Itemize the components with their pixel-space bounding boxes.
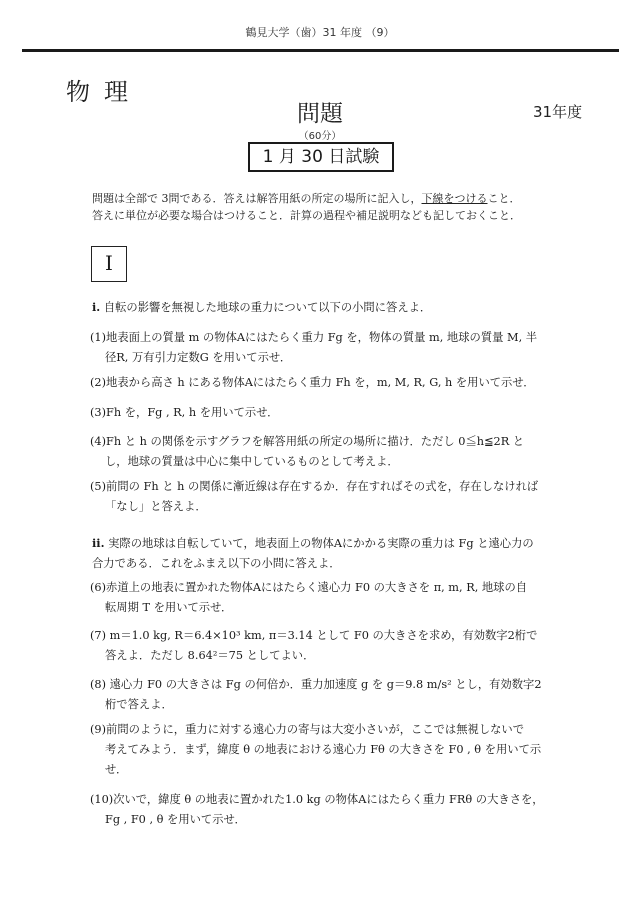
part-ii-heading [92,533,554,574]
question-3 [90,403,556,423]
part-text-cont: 合力である．これをふまえ以下の小問に答えよ． [92,557,341,570]
question-9 [90,720,556,780]
question-number: (2) [90,376,107,389]
question-1 [90,328,556,368]
question-number: (5) [90,480,107,493]
exam-year: 31年度 [533,103,583,121]
question-4 [90,432,556,472]
instructions-line-2: 答えに単位が必要な場合はつけること．計算の過程や補足説明なども記しておくこと． [92,209,521,222]
question-7 [90,626,556,666]
part-label: ii. [92,536,105,550]
question-text: 前問のように，重力に対する遠心力の寄与は大変小さいが，ここでは無視しないで [106,723,525,736]
question-text-cont: 転周期 T を用いて示せ． [105,601,233,614]
question-number: (1) [90,331,107,344]
question-text-cont: せ． [105,763,128,776]
header-rule [22,49,619,52]
question-number: (8) [90,678,107,691]
question-10 [90,790,556,830]
part-i-heading [92,297,554,318]
running-header: 鶴見大学（歯）31 年度 （9） [245,26,395,39]
instructions-text: こと． [487,192,521,205]
part-text: 自転の影響を無視した地球の重力について以下の小問に答えよ． [103,301,432,314]
question-5 [90,477,556,517]
question-number: (10) [90,793,114,806]
question-number: (7) [90,629,107,642]
exam-date-box: 1 月 30 日試験 [248,142,394,172]
underlined-text: 下線をつける [421,192,488,205]
question-text-cont: 「なし」と答えよ． [105,500,207,513]
question-text-cont: 径R, 万有引力定数G を用いて示せ． [105,351,292,364]
instructions-text: 問題は全部で 3問である．答えは解答用紙の所定の場所に記入し， [92,192,422,205]
question-text: 遠心力 F0 の大きさは Fg の何倍か．重力加速度 g を g＝9.8 m/s² とし，有効数字2 [109,678,542,691]
question-text-cont: 桁で答えよ． [105,698,173,711]
question-text-cont: 考えてみよう．まず，緯度 θ の地表における遠心力 Fθ の大きさを F0 , θ を用いて示 [105,743,542,756]
question-2 [90,373,556,393]
question-8 [90,675,556,715]
question-text: 次いで，緯度 θ の地表に置かれた1.0 kg の物体Aにはたらく重力 FRθ の大きさを， [113,793,544,806]
part-label: i. [92,300,101,314]
exam-duration: （60分） [298,131,342,142]
question-text: Fh と h の関係を示すグラフを解答用紙の所定の場所に描け．ただし 0≦h≦2R と [106,435,525,448]
question-number: (3) [90,406,107,419]
question-text-cont: し，地球の質量は中心に集中しているものとして考えよ． [105,455,399,468]
question-number: (9) [90,723,107,736]
instructions [92,190,552,224]
question-text-cont: 答えよ．ただし 8.64²＝75 としてよい． [105,649,315,662]
question-text: 地表面上の質量 m の物体Aにはたらく重力 Fg を，物体の質量 m, 地球の質量 M, 半 [106,331,538,344]
question-text: 前問の Fh と h の関係に漸近線は存在するか．存在すればその式を，存在しなければ [106,480,539,493]
part-text: 実際の地球は自転していて，地表面上の物体Aにかかる実際の重力は Fg と遠心力の [108,537,534,550]
instructions-line-1 [92,190,552,207]
question-text: m＝1.0 kg, R＝6.4×10³ km, π＝3.14 として F0 の大きさを求め，有効数字2桁で [109,629,538,642]
question-number: (4) [90,435,107,448]
section-number-box: I [91,246,127,282]
question-6 [90,578,556,618]
page-title: 問題 [297,101,343,127]
question-text-cont: Fg , F0 , θ を用いて示せ． [105,813,246,826]
question-text: 赤道上の地表に置かれた物体Aにはたらく遠心力 F0 の大きさを π, m, R, 地球の自 [106,581,528,594]
question-text: Fh を，Fg , R, h を用いて示せ． [106,406,279,419]
question-number: (6) [90,581,107,594]
subject-title: 物理 [66,78,142,106]
question-text: 地表から高さ h にある物体Aにはたらく重力 Fh を，m, M, R, G, h を用いて示せ． [106,376,535,389]
